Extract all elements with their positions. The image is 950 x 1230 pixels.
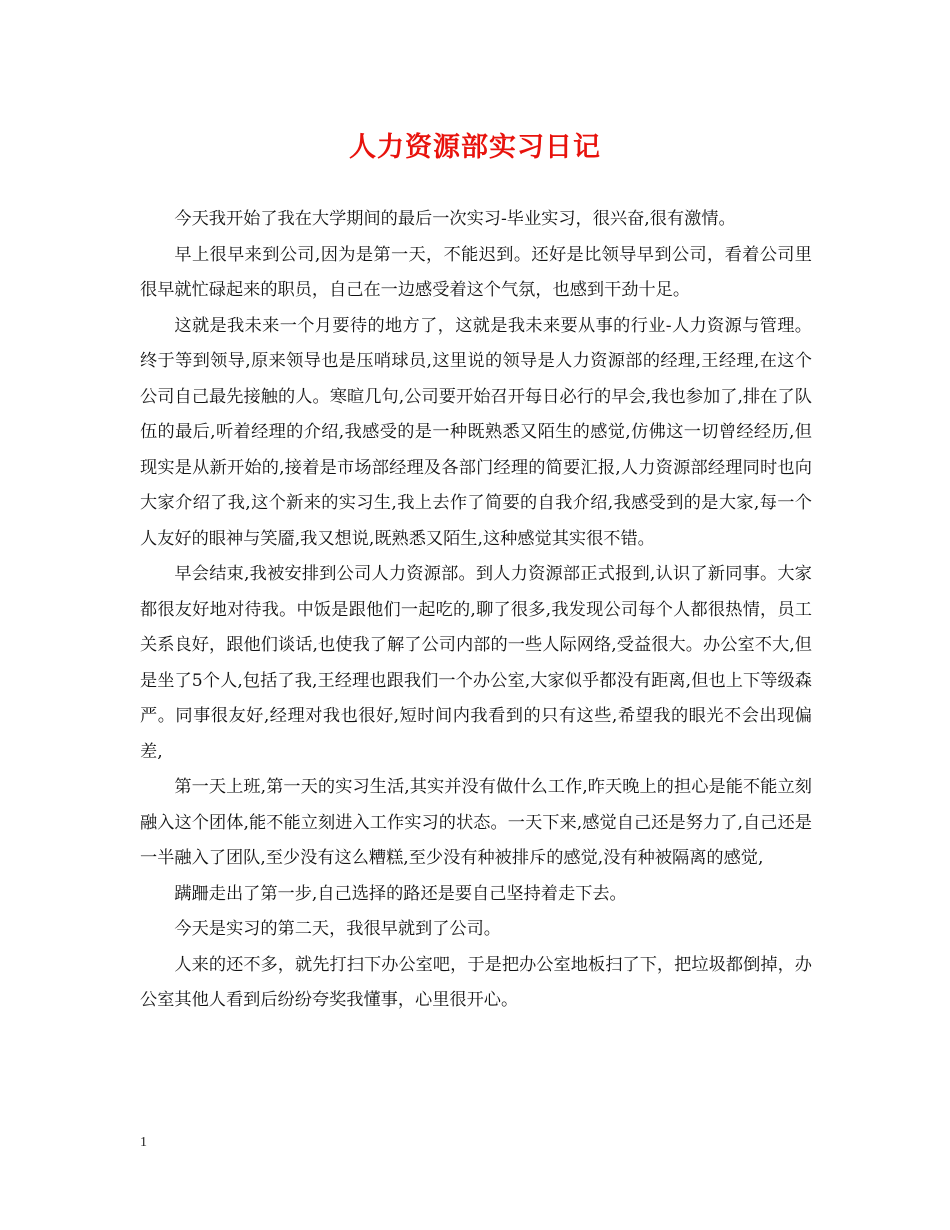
paragraph: 第一天上班,第一天的实习生活,其实并没有做什么工作,昨天晚上的担心是能不能立刻融入这个团体,能不能立刻进入工作实习的状态。一天下来,感觉自己还是努力了,自己还是一半融入了团队,至少没有这么糟糕,至少没有种被排斥的感觉,没有种被隔离的感觉, <box>140 777 812 868</box>
paragraph: 人来的还不多，就先打扫下办公室吧，于是把办公室地板扫了下，把垃圾都倒掉，办公室其他人看到后纷纷夸奖我懂事，心里很开心。 <box>140 954 812 1010</box>
paragraph: 蹒跚走出了第一步,自己选择的路还是要自己坚持着走下去。 <box>174 883 627 904</box>
paragraph: 早上很早来到公司,因为是第一天，不能迟到。还好是比领导早到公司，看着公司里很早就忙碌起来的职员，自己在一边感受着这个气氛，也感到干劲十足。 <box>140 244 812 300</box>
page-number: 1 <box>140 1135 147 1150</box>
paragraph: 这就是我未来一个月要待的地方了，这就是我未来要从事的行业-人力资源与管理。终于等到领导,原来领导也是压哨球员,这里说的领导是人力资源部的经理,王经理,在这个公司自己最先接触的人。寒暄几句,公司要开始召开每日必行的早会,我也参加了,排在了队伍的最后,听着经理的介绍,我感受的是一种既熟悉又陌生的感觉,仿佛这一切曾经经历,但现实是从新开始的,接着是市场部经理及各部门经理的简要汇报,人力资源部经理同时也向大家介绍了我,这个新来的实习生,我上去作了简要的自我介绍,我感受到的是大家,每一个人友好的眼神与笑靥,我又想说,既熟悉又陌生,这种感觉其实很不错。 <box>140 315 812 549</box>
paragraph: 今天是实习的第二天，我很早就到了公司。 <box>174 919 501 939</box>
document-title: 人力资源部实习日记 <box>349 132 601 163</box>
paragraph: 今天我开始了我在大学期间的最后一次实习-毕业实习，很兴奋,很有激情。 <box>174 209 736 229</box>
paragraph: 早会结束,我被安排到公司人力资源部。到人力资源部正式报到,认识了新同事。大家都很友好地对待我。中饭是跟他们一起吃的,聊了很多,我发现公司每个人都很热情，员工关系良好，跟他们谈话,也使我了解了公司内部的一些人际网络,受益很大。办公室不大,但是坐了5个人,包括了我,王经理也跟我们一个办公室,大家似乎都没有距离,但也上下等级森严。同事很友好,经理对我也很好,短时间内我看到的只有这些,希望我的眼光不会出现偏差, <box>140 564 812 762</box>
document-body <box>140 202 812 1019</box>
